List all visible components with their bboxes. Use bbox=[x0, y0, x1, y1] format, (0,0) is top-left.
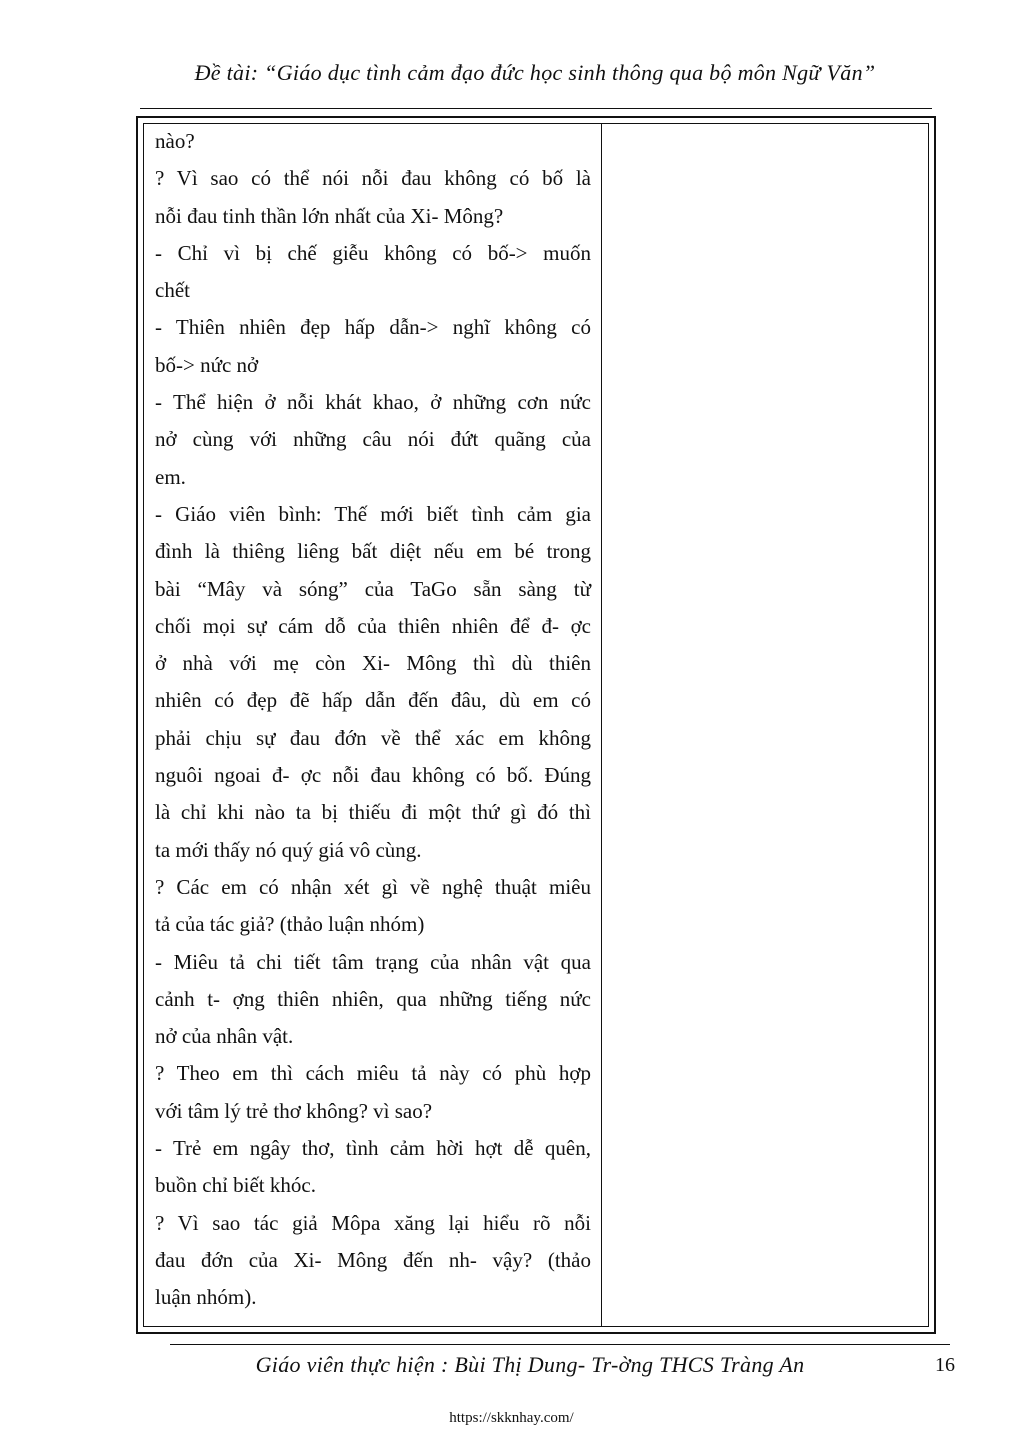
text-line: tả của tác giả? (thảo luận nhóm) bbox=[155, 912, 425, 937]
source-url-link[interactable]: https://skknhay.com/ bbox=[449, 1410, 574, 1426]
text-line: đình là thiêng liêng bất diệt nếu em bé trong bbox=[155, 539, 591, 564]
text-line: - Thiên nhiên đẹp hấp dẫn-> nghĩ không có bbox=[155, 315, 591, 340]
table-column-divider bbox=[601, 123, 602, 1327]
text-line: nào? bbox=[155, 129, 195, 153]
text-line: buồn chỉ biết khóc. bbox=[155, 1173, 316, 1198]
text-line: bài “Mây và sóng” của TaGo sẵn sàng từ bbox=[155, 576, 591, 601]
text-line: chối mọi sự cám dỗ của thiên nhiên để đ- ợc bbox=[155, 613, 591, 638]
text-line: ở nhà với mẹ còn Xi- Mông thì dù thiên bbox=[155, 651, 591, 676]
text-line: em. bbox=[155, 464, 186, 489]
text-line: nhiên có đẹp đẽ hấp dẫn đến đâu, dù em có bbox=[155, 688, 591, 713]
text-line: nguôi ngoai đ- ợc nỗi đau không có bố. Đúng bbox=[155, 763, 591, 788]
text-line: với tâm lý trẻ thơ không? vì sao? bbox=[155, 1098, 433, 1123]
text-line: bố-> nức nở bbox=[155, 352, 259, 377]
text-line: nở của nhân vật. bbox=[155, 1024, 294, 1049]
text-line: là chỉ khi nào ta bị thiếu đi một thứ gì đó thì bbox=[155, 800, 591, 825]
text-line: ? Các em có nhận xét gì về nghệ thuật miêu bbox=[155, 874, 591, 899]
text-line: cảnh t- ợng thiên nhiên, qua những tiếng nức bbox=[155, 986, 591, 1011]
text-line: ? Vì sao có thể nói nỗi đau không có bố là bbox=[155, 166, 591, 191]
footer-rule bbox=[170, 1344, 950, 1345]
text-line: phải chịu sự đau đớn về thể xác em không bbox=[155, 725, 591, 750]
text-line: - Miêu tả chi tiết tâm trạng của nhân vật qua bbox=[155, 949, 591, 974]
text-line: - Trẻ em ngây thơ, tình cảm hời hợt dễ quên, bbox=[155, 1136, 591, 1161]
text-line: nở cùng với những câu nói đứt quãng của bbox=[155, 427, 591, 452]
text-line: - Thể hiện ở nỗi khát khao, ở những cơn nức bbox=[155, 390, 591, 415]
text-line: đau đớn của Xi- Mông đến nh- vậy? (thảo bbox=[155, 1247, 591, 1272]
text-line: chết bbox=[155, 278, 190, 303]
text-line: ? Theo em thì cách miêu tả này có phù hợp bbox=[155, 1061, 591, 1086]
text-line: ta mới thấy nó quý giá vô cùng. bbox=[155, 837, 422, 862]
lesson-content-column bbox=[155, 123, 591, 1317]
page-header-title: Đề tài: “Giáo dục tình cảm đạo đức học sinh thông qua bộ môn Ngữ Văn” bbox=[194, 60, 876, 85]
header-rule bbox=[140, 108, 932, 109]
text-line: - Chỉ vì bị chế giễu không có bố-> muốn bbox=[155, 240, 591, 265]
text-line: - Giáo viên bình: Thế mới biết tình cảm gia bbox=[155, 501, 591, 526]
text-line: nỗi đau tinh thần lớn nhất của Xi- Mông? bbox=[155, 203, 504, 228]
page-number: 16 bbox=[935, 1354, 955, 1376]
text-line: ? Vì sao tác giả Môpa xăng lại hiểu rõ nỗi bbox=[155, 1210, 591, 1235]
page-footer-author: Giáo viên thực hiện : Bùi Thị Dung- Tr-ờng THCS Tràng An bbox=[255, 1352, 805, 1377]
text-line: luận nhóm). bbox=[155, 1285, 257, 1310]
